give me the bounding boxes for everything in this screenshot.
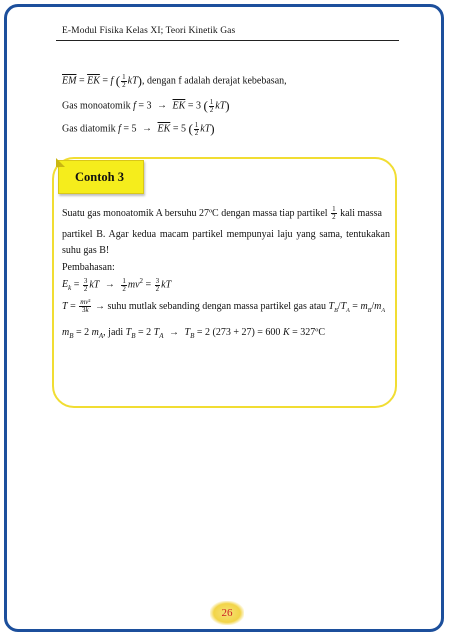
solution-result: $m_B = 2$ $m_A$, jadi $T_B = 2$ $T_A \to T_B = 2$ (273 + 27) = 600 K = 327ºC <box>62 327 326 340</box>
equation-energy-mean: $\overline{EM} = \overline{EK} = f$ ( $\frac{1}{2}$ kT), dengan f adalah derajat kebebasan, <box>62 72 287 89</box>
problem-line-1: Suatu gas monoatomik A bersuhu 27ºC dengan massa tiap partikel $\frac{1}{2}$ kali massa <box>62 205 382 222</box>
example-tab <box>58 160 144 194</box>
monoatomic-label: Gas monoatomik <box>62 100 131 112</box>
solution-kinetic-energy: $E_k$ = $\frac{3}{2}$ kT → $\frac{1}{2}$ $mv^2$ = $\frac{3}{2}$ kT <box>62 276 172 293</box>
problem-text-b: kali massa <box>340 208 382 219</box>
example-title: Contoh 3 <box>75 170 124 184</box>
solution-temperature: T = $\frac{\text{mv²}}{3k}$ → suhu mutlak sebanding dengan massa partikel gas atau $T_B/T_A = m_B/m_A$ <box>62 298 386 314</box>
tab-fold <box>56 158 65 167</box>
equation-note: , dengan f adalah derajat kebebasan, <box>141 75 287 87</box>
diatomic-label: Gas diatomik <box>62 123 116 135</box>
running-header: E-Modul Fisika Kelas XI; Teori Kinetik Gas <box>62 26 236 36</box>
solution-label: Pembahasan: <box>62 262 115 273</box>
relation-text: → suhu mutlak sebanding dengan massa partikel gas atau <box>94 300 327 312</box>
header-rule <box>56 40 399 41</box>
problem-text-a: Suatu gas monoatomik A bersuhu 27ºC dengan massa tiap partikel <box>62 208 328 219</box>
equation-monoatomic: Gas monoatomik $f = 3 \to \overline{EK} = 3$ ( $\frac{1}{2}$ kT) <box>62 97 230 114</box>
problem-text-c: partikel B. Agar kedua macam partikel mempunyai laju yang sama, tentukakan suhu gas B! <box>62 229 390 256</box>
page-number: 26 <box>210 601 244 625</box>
equation-diatomic: Gas diatomik $f = 5 \to \overline{EK} = 5$ ( $\frac{1}{2}$ kT) <box>62 120 215 137</box>
